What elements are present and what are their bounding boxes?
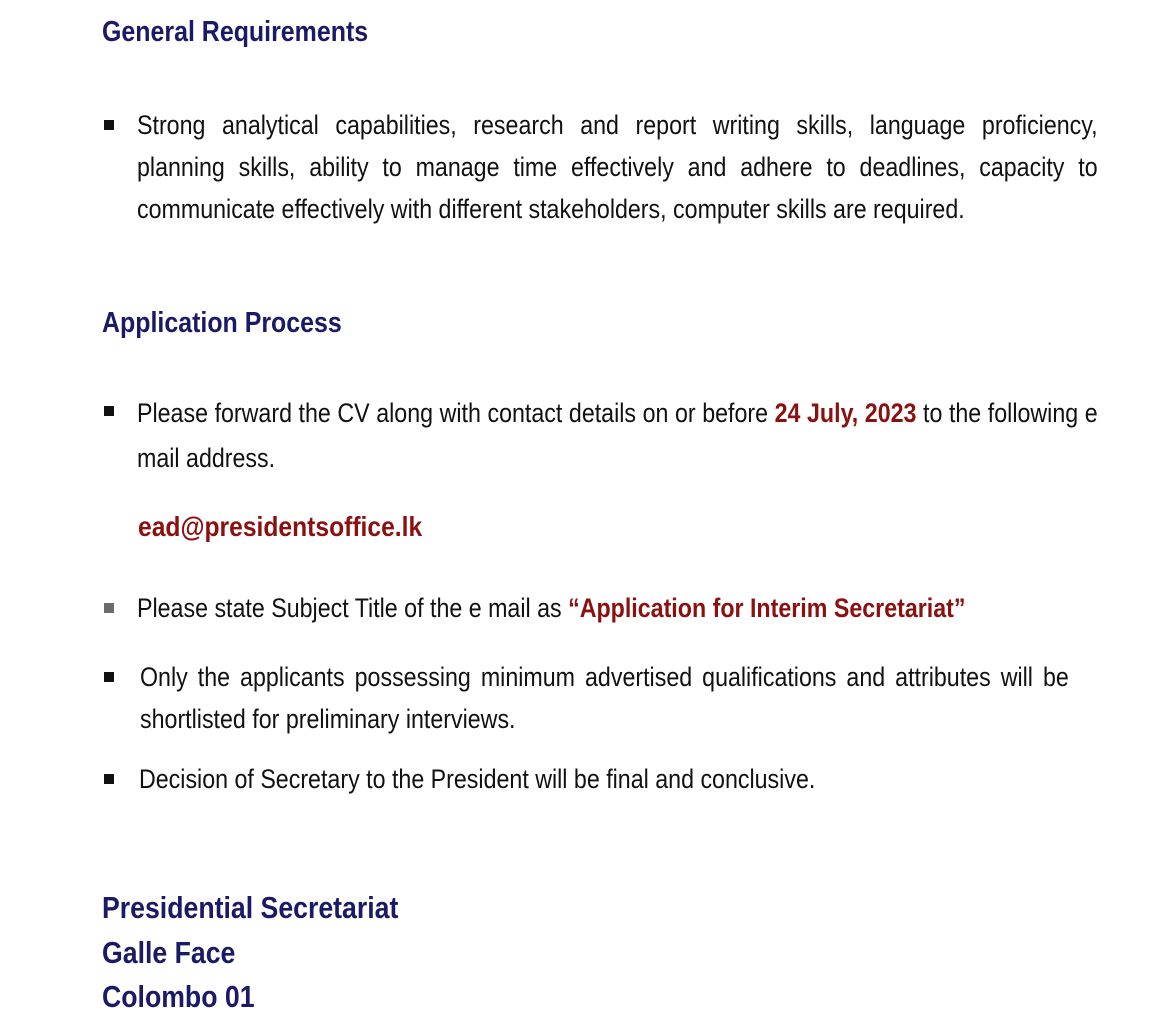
general-requirements-heading: General Requirements — [102, 16, 369, 48]
application-email: ead@presidentsoffice.lk — [138, 511, 423, 542]
bullet-marker — [104, 774, 114, 784]
decision-text: Decision of Secretary to the President will be final and conclusive. — [139, 764, 816, 794]
subject-title-before: Please state Subject Title of the e mail as — [137, 593, 569, 623]
general-requirements-text: Strong analytical capabilities, research and report writing skills, language proficiency, planning skills, ability to manage time effectively and adhere to deadlines, capacity to communicate effectively with different stakeholders, computer skills are required. — [137, 110, 1098, 224]
forward-cv-before: Please forward the CV along with contact details on or before — [137, 398, 775, 428]
bullet-marker — [104, 672, 114, 682]
bullet-marker — [104, 120, 114, 130]
forward-cv-after: to the following e mail address. — [137, 398, 1098, 473]
forward-cv-text — [137, 391, 1098, 481]
shortlist-text: Only the applicants possessing minimum advertised qualifications and attributes will be shortlisted for preliminary interviews. — [140, 662, 1069, 734]
address-line-3: Colombo 01 — [102, 979, 255, 1014]
deadline-date: 24 July, 2023 — [774, 398, 917, 428]
subject-title-value: “Application for Interim Secretariat” — [568, 593, 966, 623]
address-line-2: Galle Face — [102, 934, 236, 970]
address-line-1: Presidential Secretariat — [102, 890, 399, 925]
bullet-marker — [104, 406, 114, 416]
bullet-marker — [104, 603, 114, 613]
address-block — [102, 886, 398, 1020]
subject-title-text — [137, 587, 1166, 629]
application-process-heading: Application Process — [102, 307, 342, 339]
